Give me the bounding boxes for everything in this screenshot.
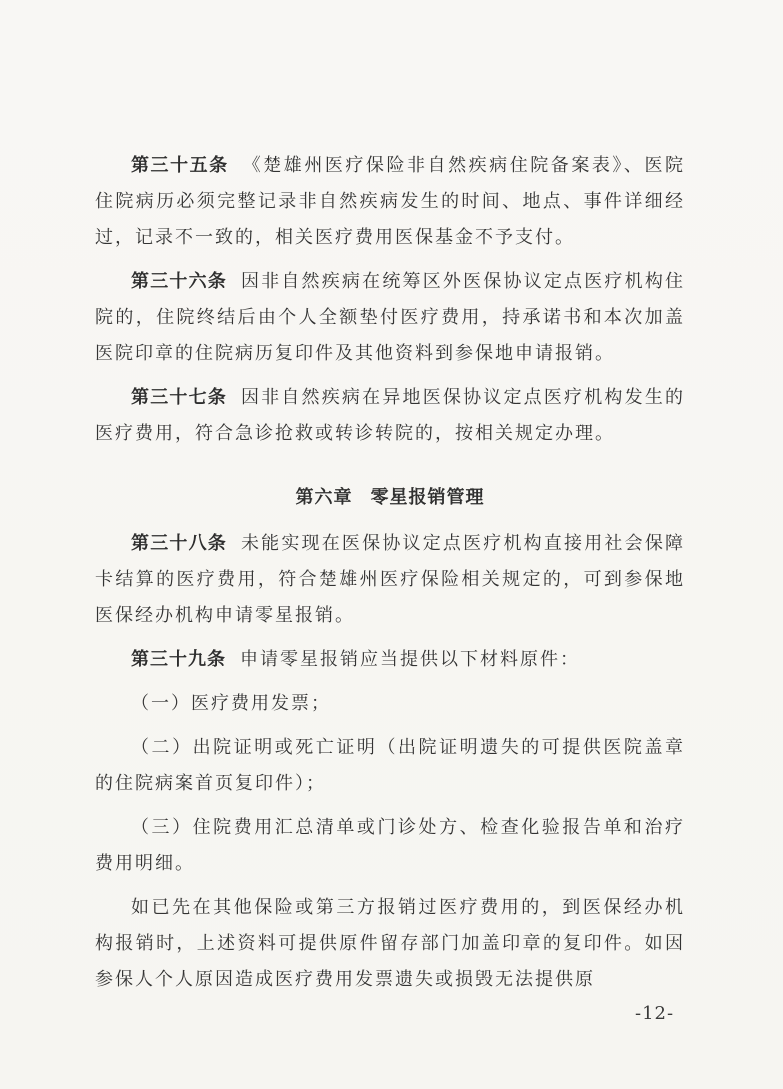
article-38 (95, 526, 685, 634)
page-number: -12- (635, 1003, 675, 1024)
article-37 (95, 380, 685, 452)
list-item-1: （一）医疗费用发票； (131, 693, 331, 714)
article-35-label: 第三十五条 (131, 155, 229, 176)
article-35 (95, 148, 685, 256)
article-39-label: 第三十九条 (131, 649, 226, 670)
chapter-number: 第六章 (295, 487, 353, 508)
article-35-text: 《楚雄州医疗保险非自然疾病住院备案表》、医院住院病历必须完整记录非自然疾病发生的时间、地点、事件详细经过，记录不一致的，相关医疗费用医保基金不予支付。 (95, 155, 686, 248)
article-36-text: 因非自然疾病在统筹区外医保协议定点医疗机构住院的，住院终结后由个人全额垫付医疗费用，持承诺书和本次加盖医院印章的住院病历复印件及其他资料到参保地申请报销。 (95, 271, 686, 364)
list-item-2: （二）出院证明或死亡证明（出院证明遗失的可提供医院盖章的住院病案首页复印件）； (95, 737, 685, 794)
article-37-text: 因非自然疾病在异地医保协议定点医疗机构发生的医疗费用，符合急诊抢救或转诊转院的，按相关规定办理。 (95, 387, 686, 444)
article-37-label: 第三十七条 (131, 387, 227, 408)
article-39-text: 申请零星报销应当提供以下材料原件： (240, 649, 580, 670)
article-39 (95, 642, 685, 678)
chapter-heading (95, 480, 685, 516)
note-paragraph: 如已先在其他保险或第三方报销过医疗费用的，到医保经办机构报销时，上述资料可提供原件留存部门加盖印章的复印件。如因参保人个人原因造成医疗费用发票遗失或损毁无法提供原 (95, 897, 685, 990)
chapter-title: 零星报销管理 (370, 487, 485, 508)
article-38-label: 第三十八条 (131, 533, 227, 554)
list-item-3: （三）住院费用汇总清单或门诊处方、检查化验报告单和治疗费用明细。 (95, 817, 685, 874)
article-36 (95, 264, 685, 372)
document-body (95, 148, 685, 1006)
article-38-text: 未能实现在医保协议定点医疗机构直接用社会保障卡结算的医疗费用，符合楚雄州医疗保险相关规定的，可到参保地医保经办机构申请零星报销。 (95, 533, 686, 626)
article-36-label: 第三十六条 (131, 271, 227, 292)
